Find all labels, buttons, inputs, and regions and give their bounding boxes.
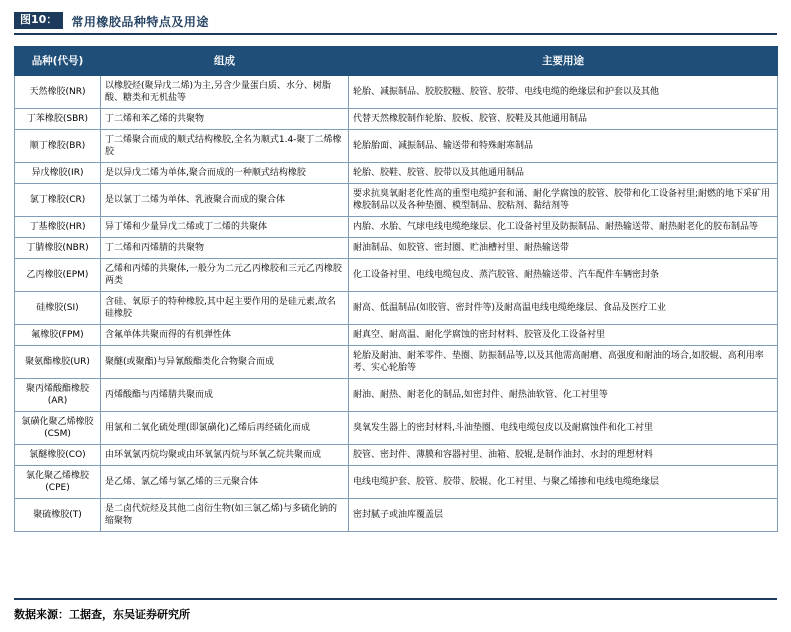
table-header-row (15, 47, 778, 76)
cell-composition: 由环氧氯丙烷均聚或由环氧氯丙烷与环氧乙烷共聚而成 (101, 445, 349, 466)
cell-composition: 是以氯丁二烯为单体、乳液聚合而成的聚合体 (101, 184, 349, 217)
table-row (15, 238, 778, 259)
cell-composition: 用氯和二氧化硫处理(即氯磺化)乙烯后再经硫化而成 (101, 412, 349, 445)
table-row (15, 130, 778, 163)
cell-use: 轮胎、减振制品、胶胶胶糍、胶管、胶带、电线电缆的绝缘层和护套以及其他 (349, 76, 778, 109)
figure-number-badge: 图10： (14, 12, 63, 29)
cell-use: 耐油制品、如胶管、密封圈、贮油槽衬里、耐热输送带 (349, 238, 778, 259)
cell-use: 耐真空、耐高温、耐化学腐蚀的密封材料、胶管及化工设备衬里 (349, 325, 778, 346)
cell-name: 氯醚橡胶(CO) (15, 445, 101, 466)
table-row (15, 379, 778, 412)
cell-name: 丁腈橡胶(NBR) (15, 238, 101, 259)
cell-use: 代替天然橡胶制作轮胎、胶板、胶管、胶鞋及其他通用制品 (349, 109, 778, 130)
cell-use: 轮胎胎面、减振制品、输送带和特殊耐寒制品 (349, 130, 778, 163)
cell-name: 丁基橡胶(HR) (15, 217, 101, 238)
page-title: 常用橡胶品种特点及用途 (71, 15, 209, 29)
column-header-use: 主要用途 (349, 47, 778, 76)
cell-composition: 是乙烯、氯乙烯与氯乙烯的三元聚合体 (101, 466, 349, 499)
column-header-name: 品种(代号) (15, 47, 101, 76)
cell-composition: 丁二烯和苯乙烯的共聚物 (101, 109, 349, 130)
cell-name: 异戊橡胶(IR) (15, 163, 101, 184)
table-row (15, 346, 778, 379)
table-row (15, 259, 778, 292)
cell-name: 氯丁橡胶(CR) (15, 184, 101, 217)
rubber-types-table (14, 46, 778, 532)
table-row (15, 109, 778, 130)
cell-composition: 是以异戊二烯为单体,聚合而成的一种顺式结构橡胶 (101, 163, 349, 184)
cell-name: 聚丙烯酸酯橡胶(AR) (15, 379, 101, 412)
table-row (15, 184, 778, 217)
source-note: 数据来源：工据查，东吴证券研究所 (14, 598, 777, 622)
cell-use: 轮胎、胶鞋、胶管、胶带以及其他通用制品 (349, 163, 778, 184)
cell-use: 电线电缆护套、胶管、胶带、胶辊、化工衬里、与聚乙烯掺和电线电缆绝缘层 (349, 466, 778, 499)
cell-name: 丁苯橡胶(SBR) (15, 109, 101, 130)
table-row (15, 466, 778, 499)
cell-use: 轮胎及耐油、耐苯零件、垫圈、防振制品等,以及其他需高耐磨、高强度和耐油的场合,如胶辊、高利用率考、实心轮胎等 (349, 346, 778, 379)
cell-composition: 丁二烯和丙烯腈的共聚物 (101, 238, 349, 259)
cell-use: 臭氧发生器上的密封材料,斗油垫圈、电线电缆包皮以及耐腐蚀件和化工衬里 (349, 412, 778, 445)
cell-use: 密封腻子或油库覆盖层 (349, 499, 778, 532)
table-row (15, 292, 778, 325)
cell-composition: 含硅、氧原子的特种橡胶,其中起主要作用的是硅元素,故名硅橡胶 (101, 292, 349, 325)
cell-composition: 含氟单体共聚而得的有机弹性体 (101, 325, 349, 346)
cell-name: 天然橡胶(NR) (15, 76, 101, 109)
cell-name: 乙丙橡胶(EPM) (15, 259, 101, 292)
cell-use: 化工设备衬里、电线电缆包皮、蒸汽胶管、耐热输送带、汽车配件车辆密封条 (349, 259, 778, 292)
cell-name: 氟橡胶(FPM) (15, 325, 101, 346)
cell-name: 氯磺化聚乙烯橡胶(CSM) (15, 412, 101, 445)
cell-use: 胶管、密封件、薄膜和容器衬里、油箱、胶辊,是制作油封、水封的理想材料 (349, 445, 778, 466)
cell-composition: 丙烯酸酯与丙烯腈共聚而成 (101, 379, 349, 412)
figure-title (14, 12, 777, 35)
cell-use: 要求抗臭氧耐老化性高的重型电缆护套和涌、耐化学腐蚀的胶管、胶带和化工设备衬里;耐燃的地下采矿用橡胶制品以及各种垫圈、模型制品、胶粘剂、黏结剂等 (349, 184, 778, 217)
table-row (15, 499, 778, 532)
column-header-composition: 组成 (101, 47, 349, 76)
table-row (15, 76, 778, 109)
cell-name: 硅橡胶(SI) (15, 292, 101, 325)
cell-name: 顺丁橡胶(BR) (15, 130, 101, 163)
table-row (15, 445, 778, 466)
cell-composition: 聚醚(或聚酯)与异氰酸酯类化合物聚合而成 (101, 346, 349, 379)
cell-name: 聚氨酯橡胶(UR) (15, 346, 101, 379)
document-page (0, 12, 791, 632)
table-row (15, 325, 778, 346)
cell-composition: 乙烯和丙烯的共聚体,一般分为二元乙丙橡胶和三元乙丙橡胶两类 (101, 259, 349, 292)
cell-composition: 丁二烯聚合而成的顺式结构橡胶,全名为顺式1.4-聚丁二烯橡胶 (101, 130, 349, 163)
table-row (15, 217, 778, 238)
table-row (15, 163, 778, 184)
cell-name: 氯化聚乙烯橡胶(CPE) (15, 466, 101, 499)
table-body (15, 76, 778, 532)
cell-composition: 以橡胶烃(聚异戊二烯)为主,另含少量蛋白质、水分、树脂酸、糖类和无机盐等 (101, 76, 349, 109)
cell-composition: 异丁烯和少量异戊二烯或丁二烯的共聚体 (101, 217, 349, 238)
table-row (15, 412, 778, 445)
cell-use: 耐高、低温制品(如胶管、密封件等)及耐高温电线电缆绝缘层、食品及医疗工业 (349, 292, 778, 325)
cell-use: 内胎、水胎、气球电线电缆绝缘层、化工设备衬里及防振制品、耐热输送带、耐热耐老化的胶布制品等 (349, 217, 778, 238)
cell-use: 耐油、耐热、耐老化的制品,如密封件、耐热油软管、化工衬里等 (349, 379, 778, 412)
cell-composition: 是二卤代烷烃及其他二卤衍生物(如三氯乙烯)与多硫化钠的缩聚物 (101, 499, 349, 532)
cell-name: 聚硫橡胶(T) (15, 499, 101, 532)
